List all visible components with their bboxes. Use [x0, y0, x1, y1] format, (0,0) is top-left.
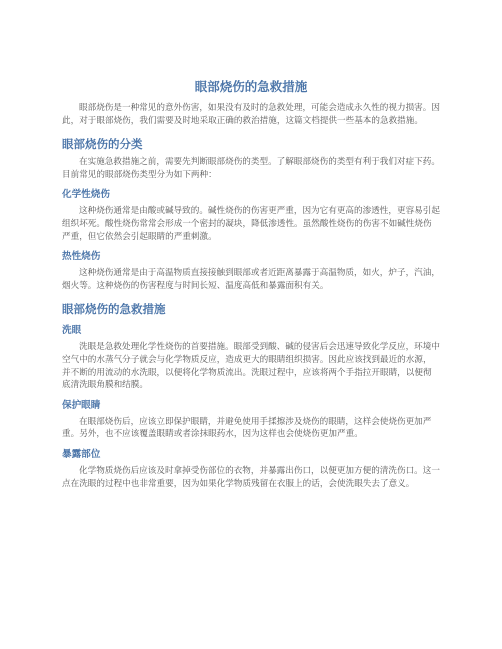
section-heading-first-aid: 眼部烧伤的急救措施: [62, 302, 166, 317]
section-heading-classification: 眼部烧伤的分类: [62, 137, 143, 152]
protect-eyes-paragraph: 在眼部烧伤后，应该立即保护眼睛，并避免使用手揉擦涉及烧伤的眼睛，这样会使烧伤更加严重。另外，也不应该覆盖眼睛或者涂抹眼药水，因为这样也会使烧伤更加严重。: [62, 416, 432, 440]
classification-paragraph: 在实施急救措施之前，需要先判断眼部烧伤的类型。了解眼部烧伤的类型有利于我们对症下药。目前常见的眼部烧伤类型分为如下两种：: [62, 157, 440, 180]
subheading-protect-eyes: 保护眼睛: [62, 399, 101, 411]
thermal-burn-paragraph: 这种烧伤通常是由于高温物质直接接触到眼部或者近距离暴露于高温物质，如火，炉子，汽油，烟火等。这种烧伤的伤害程度与时间长短、温度高低和暴露面积有关。: [62, 268, 440, 291]
subheading-expose-area: 暴露部位: [62, 448, 101, 460]
document-title: 眼部烧伤的急救措施: [194, 79, 308, 94]
subheading-chemical-burn: 化学性烧伤: [62, 189, 110, 201]
eye-wash-paragraph: 洗眼是急救处理化学性烧伤的首要措施。眼部受到酸、碱的侵害后会迅速导致化学反应，环境中空气中的水蒸气分子就会与化学物质反应，造成更大的眼睛组织损害。因此应该找到最近的水源，并不断的用流动的水洗眼，以便将化学物质流出。洗眼过程中，应该将两个手指拉开眼睛，以便彻底清洗眼角膜和结膜。: [62, 342, 440, 391]
expose-area-paragraph: 化学物质烧伤后应该及时拿掉受伤部位的衣物，并暴露出伤口，以便更加方便的清洗伤口。这一点在洗眼的过程中也非常重要，因为如果化学物质残留在衣服上的话，会使洗眼失去了意义。: [62, 465, 440, 489]
document-page: [62, 78, 440, 490]
subheading-thermal-burn: 热性烧伤: [62, 251, 101, 263]
chemical-burn-paragraph: 这种烧伤通常是由酸或碱导致的。碱性烧伤的伤害更严重，因为它有更高的渗透性，更容易引起组织坏死。酸性烧伤常常会形成一个密封的凝块，降低渗透性。虽然酸性烧伤的伤害不如碱性烧伤严重，但它依然会引起眼睛的严重刺激。: [62, 206, 440, 242]
subheading-eye-wash: 洗眼: [62, 325, 82, 337]
intro-paragraph: 眼部烧伤是一种常见的意外伤害，如果没有及时的急救处理，可能会造成永久性的视力损害。因此，对于眼部烧伤，我们需要及时地采取正确的救治措施，这篇文档提供一些基本的急救措施。: [62, 103, 440, 126]
